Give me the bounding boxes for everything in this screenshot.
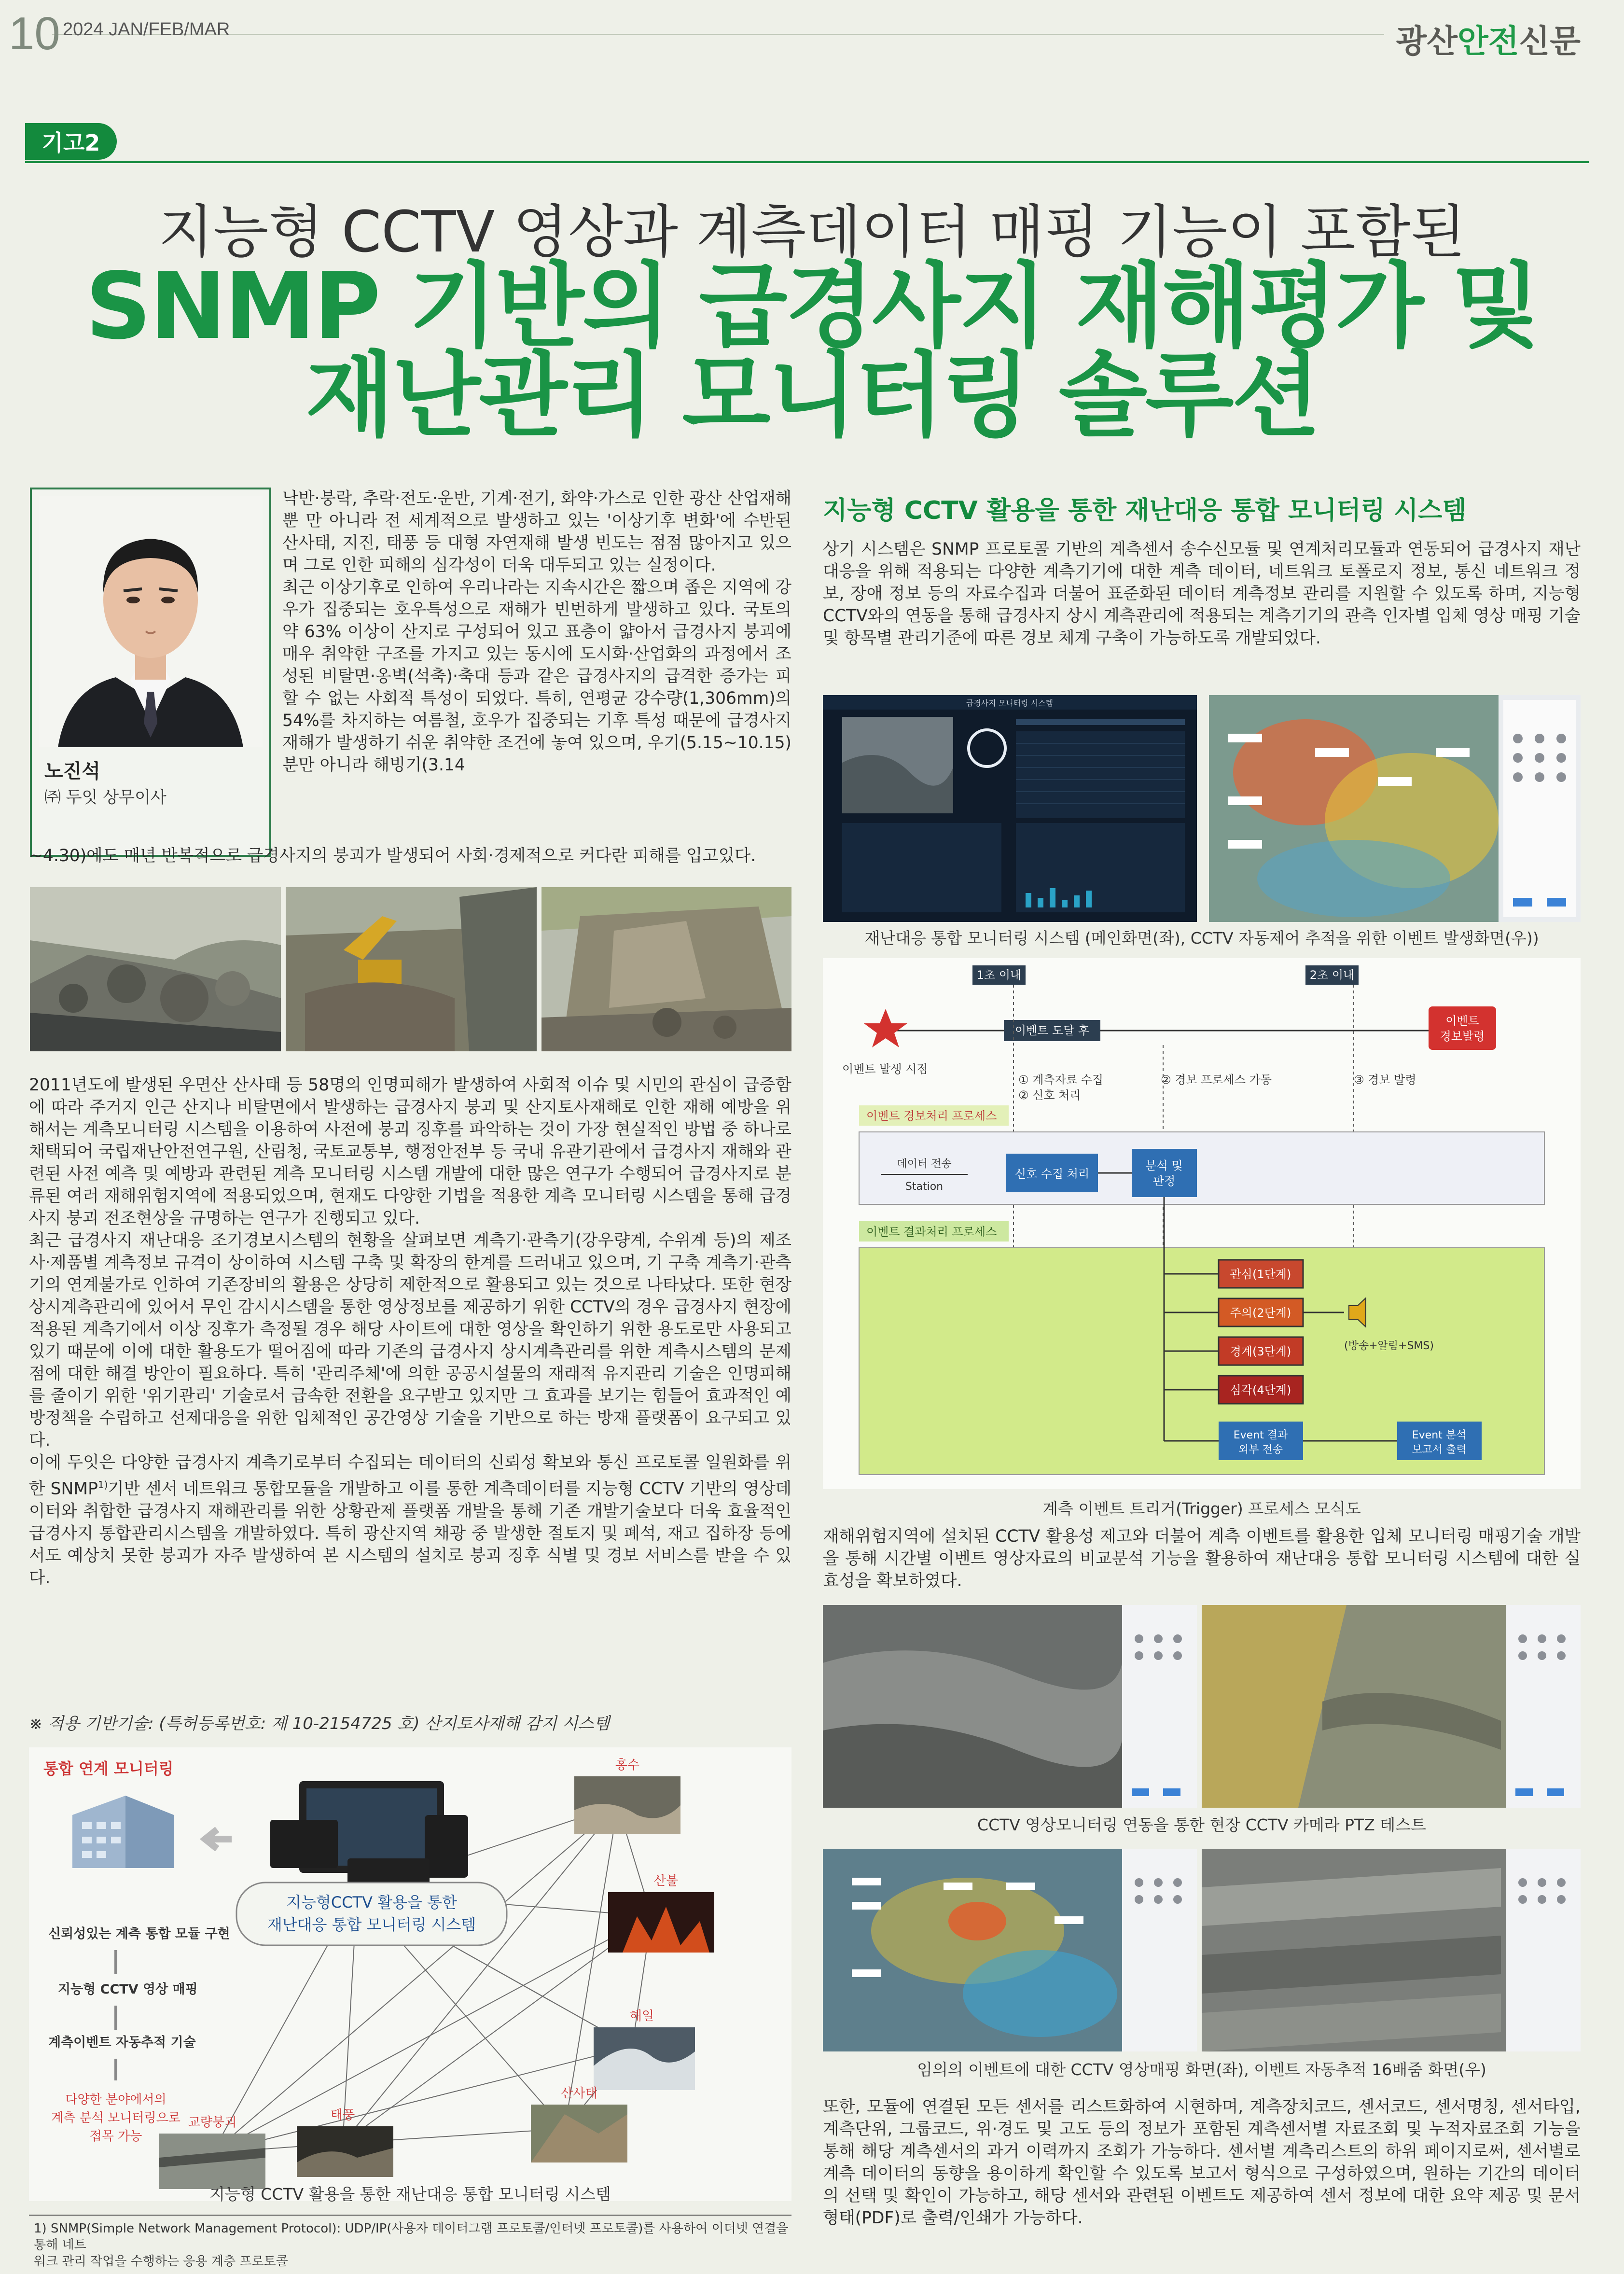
article-title-line1: SNMP 기반의 급경사지 재해평가 및 <box>85 253 1539 360</box>
step-3: ③ 경보 발령 <box>1354 1073 1416 1087</box>
step-1b: ② 신호 처리 <box>1018 1088 1081 1102</box>
footnote-rule <box>29 2215 791 2216</box>
time-label-1: 1초 이내 <box>976 968 1022 982</box>
masthead-part2: 안전 <box>1457 23 1519 60</box>
applied-technology-note: ※ 적용 기반기술: (특허등록번호: 제 10-2154725 호) 산지토사재해 감지 시스템 <box>29 1714 610 1733</box>
process-1-label: 이벤트 경보처리 프로세스 <box>866 1109 997 1123</box>
report-line-2: 보고서 출력 <box>1412 1444 1467 1456</box>
figure-1-caption: 재난대응 통합 모니터링 시스템 (메인화면(좌), CCTV 자동제어 추적을 위한 이벤트 발생화면(우)) <box>864 929 1539 948</box>
step-2: ② 경보 프로세스 가동 <box>1161 1073 1272 1087</box>
data-transmit-label: 데이터 전송 <box>897 1158 952 1170</box>
page-number: 10 <box>9 8 60 59</box>
integrated-monitoring-infographic <box>29 1747 791 2201</box>
left-note-1: 다양한 분야에서의 <box>65 2093 167 2107</box>
left-item-1: 신뢰성있는 계측 통합 모듈 구현 <box>48 1926 230 1941</box>
flow-caption: 계측 이벤트 트리거(Trigger) 프로세스 모식도 <box>1042 1499 1361 1518</box>
section-title: 지능형 CCTV 활용을 통한 재난대응 통합 모니터링 시스템 <box>823 496 1467 525</box>
body-paragraph-5a: 이에 두잇은 다양한 급경사지 계측기로부터 수집되는 데이터의 신뢰성 확보와 통신 프로토콜 일원화를 위한 SNMP <box>29 1453 791 1499</box>
label-bridge: 교량붕괴 <box>188 2115 237 2130</box>
dashboard-title: 급경사지 모니터링 시스템 <box>966 698 1054 708</box>
level-4: 심각(4단계) <box>1230 1383 1291 1397</box>
label-flood: 홍수 <box>615 1758 640 1772</box>
intro-paragraph-2: 최근 이상기후로 인하여 우리나라는 지속시간은 짧으며 좁은 지역에 강우가 집중되는 호우특성으로 재해가 빈번하게 발생하고 있다. 국토의 약 63% 이상이 산지로 구성되어 있고 표층이 얇아서 급경사지 붕괴에 매우 취약한 구조를 가지고 있는 동시에 도시화·산업화의 과정에서 조성된 비탈면·옹벽(석축)·축대 등과 같은 급경사지의 급격한 증가는 피할 수 없는 사회적 특성이 되었다. 특히, 연평균 강수량(1,306mm)의 54%를 차지하는 여름철, 호우가 집중되는 기후 특성 때문에 급경사지 재해가 발생하기 쉬운 취약한 조건에 놓여 있으며, 우기(5.15~10.15) 분만 아니라 해빙기(3.14 <box>282 578 791 775</box>
main-body-text <box>29 1074 791 1589</box>
label-typhoon: 태풍 <box>330 2108 355 2122</box>
broadcast-label: (방송+알림+SMS) <box>1344 1340 1434 1352</box>
body-paragraph-4: 최근 급경사지 재난대응 조기경보시스템의 현황을 살펴보면 계측기·관측기(강우량계, 수위계 등)의 제조사·제품별 계측정보 규격이 상이하여 시스템 구축 및 확장의 한계를 드러내고 있으며, 기 구축 계측기·관측기의 연계불가로 인하여 기존장비의 활용은 상당히 제한적으로 활용되고 있는 것으로 나타났다. 또한 현장 상시계측관리에 있어서 무인 감시시스템을 통한 영상정보를 제공하기 위한 CCTV의 경우 급경사지 현장에 적용된 계측기에서 이상 징후가 측정될 경우 해당 사이트에 대한 영상을 확인하기 위한 용도로만 사용되고 있기 때문에 이에 대한 활용도가 떨어짐에 따라 기존의 급경사지 상시계측관리를 위한 계측시스템의 문제점에 대한 해결 방안이 필요하다. 특히 '관리주체'에 의한 공공시설물의 재래적 유지관리 기술은 인명피해를 줄이기 위한 '위기관리' 기술로서 급속한 전환을 요구받고 있지만 그 효과를 보기는 힘들어 효과적인 예방정책을 수립하고 선제대응을 위한 입체적인 공간영상 기술을 기반으로 하는 방재 플랫폼이 요구되고 있다. <box>29 1231 791 1450</box>
body-paragraph-3: 2011년도에 발생된 우면산 산사태 등 58명의 인명피해가 발생하여 사회적 이슈 및 시민의 관심이 급증함에 따라 주거지 인근 산지나 비탈면에서 발생하는 급경사지 붕괴 및 산지토사재해로 인한 재해 예방을 위해서는 계측모니터링 시스템을 이용하여 사전에 붕괴 징후를 파악하는 것이 가장 현실적인 방법 중 하나로 채택되어 국립재난안전연구원, 산림청, 국토교통부, 행정안전부 등 국내 유관기관에서 급경사지 재해와 관련된 사전 예측 및 예방과 관련된 계측 모니터링 시스템 개발에 대한 많은 연구가 수행되어 급경사지로 분류된 여러 재해위험지역에 적용되었으며, 현재도 다양한 기법을 적용한 계측 모니터링 시스템을 통해 급경사지 붕괴 전조현상을 규명하는 연구가 진행되고 있다. <box>29 1075 791 1228</box>
dashboard-screenshot <box>823 695 1197 922</box>
event-start-label: 이벤트 발생 시점 <box>842 1062 928 1076</box>
landslide-photo-excavator <box>286 887 537 1051</box>
event-arrive-label: 이벤트 도달 후 <box>1014 1024 1090 1037</box>
masthead-part3: 신문 <box>1519 23 1581 60</box>
level-1: 관심(1단계) <box>1230 1268 1291 1281</box>
intro-paragraph-2-continued: ~4.30)에도 매년 반복적으로 급경사지의 붕괴가 발생되어 사회·경제적으로 커다란 피해를 입고있다. <box>29 846 756 865</box>
section-paragraph-3: 또한, 모듈에 연결된 모든 센서를 리스트화하여 시현하며, 계측장치코드, 센서코드, 센서명칭, 센서타입, 계측단위, 그룹코드, 위·경도 및 고도 등의 정보가 포함된 계측센서별 자료조회 및 누적자료조회 기능을 통해 해당 계측센서의 과거 이력까지 조회가 가능하다. 센서별 계측리스트의 하위 페이지로써, 센서별로 계측 데이터의 동향을 용이하게 확인할 수 있도록 보고서 형식으로 구성하였으며, 원하는 기간의 데이터의 선택 및 확인이 가능하고, 해당 센서와 관련된 이벤트도 제공하여 센서 정보에 대한 요약 제공 및 문서형태(PDF)로 출력/인쇄가 가능하다. <box>823 2097 1581 2228</box>
article-title-line2: 재난관리 모니터링 솔루션 <box>305 342 1319 449</box>
station-label: Station <box>905 1181 944 1193</box>
signal-process-label: 신호 수집 처리 <box>1014 1167 1090 1181</box>
result-transmit-line-2: 외부 전송 <box>1238 1444 1283 1456</box>
cctv-mapping-screenshot <box>823 1849 1197 2051</box>
masthead <box>1396 15 1581 61</box>
section-paragraph-1: 상기 시스템은 SNMP 프로토콜 기반의 계측센서 송수신모듈 및 연계처리모듈과 연동되어 급경사지 재난 대응을 위해 적용되는 다양한 계측기기에 대한 계측 데이터, 네트워크 토폴로지 정보, 통신 네트워크 정보, 장애 정보 등의 자료수집과 더불어 표준화된 데이터 계측정보 관리를 지원할 수 있도록 하며, 지능형 CCTV와의 연동을 통해 급경사지 상시 계측관리에 적용되는 계측기기의 관측 인자별 입체 영상 매핑 기술 및 항목별 관리기준에 따른 경보 체계 구축이 가능하도록 개발되었다. <box>823 540 1581 648</box>
label-landslide: 산사태 <box>561 2086 597 2101</box>
author-photo <box>39 496 263 747</box>
footnote-line-1: 1) SNMP(Simple Network Management Protocol): UDP/IP(사용자 데이터그램 프로토콜/인터넷 프로토콜)를 사용하여 이더넷 연결을 통해 네트 <box>34 2221 789 2252</box>
auto-tracking-zoom-screenshot <box>1202 1849 1581 2051</box>
footnote <box>34 2220 791 2270</box>
process-2-label: 이벤트 결과처리 프로세스 <box>866 1225 997 1239</box>
masthead-part1: 광산 <box>1396 23 1457 60</box>
infographic-title: 통합 연계 모니터링 <box>43 1759 174 1778</box>
label-tsunami: 해일 <box>629 2009 654 2023</box>
ptz-test-screenshot-right <box>1202 1605 1581 1808</box>
author-box <box>30 488 271 857</box>
author-name: 노진석 <box>44 760 100 782</box>
report-line-1: Event 분석 <box>1412 1429 1467 1441</box>
step-1a: ① 계측자료 수집 <box>1018 1073 1103 1087</box>
footnote-line-2: 워크 관리 작업을 수행하는 응용 계층 프로토콜 <box>34 2254 288 2269</box>
figure-3-caption: CCTV 영상모니터링 연동을 통한 현장 CCTV 카메라 PTZ 테스트 <box>977 1815 1426 1834</box>
issue-date: 2024 JAN/FEB/MAR <box>63 19 230 40</box>
infographic-caption: 지능형 CCTV 활용을 통한 재난대응 통합 모니터링 시스템 <box>209 2185 611 2204</box>
label-fire: 산불 <box>653 1874 679 1888</box>
body-paragraph-5b: 기반 센서 네트워크 통합모듈을 개발하고 이를 통한 계측데이터를 지능형 CCTV 기반의 영상데이터와 취합한 급경사지 재해관리를 위한 상황관제 플랫폼 개발을 통해 기존 개발기술보다 더욱 효율적인 급경사지 통합관리시스템을 개발하였다. 특히 광산지역 채광 중 발생한 절토지 및 폐석, 재고 집하장 등에서도 예상치 못한 붕괴가 자주 발생하여 본 시스템의 설치로 붕괴 징후 식별 및 경보 서비스를 받을 수 있다. <box>29 1479 791 1588</box>
level-2: 주의(2단계) <box>1230 1306 1291 1320</box>
intro-text <box>282 488 791 776</box>
left-item-3: 계측이벤트 자동추적 기술 <box>48 2035 196 2050</box>
event-alarm-line-2: 경보발령 <box>1440 1030 1485 1043</box>
article-subtitle: 지능형 CCTV 영상과 계측데이터 매핑 기능이 포함된 <box>158 198 1466 265</box>
landslide-photo-road <box>30 887 281 1051</box>
center-line-2: 재난대응 통합 모니터링 시스템 <box>267 1915 476 1934</box>
analysis-line-2: 판정 <box>1152 1174 1176 1188</box>
category-rule <box>25 161 1589 163</box>
left-item-2: 지능형 CCTV 영상 매핑 <box>58 1982 198 1997</box>
event-trigger-flow-diagram <box>823 958 1581 1489</box>
level-3: 경계(3단계) <box>1230 1345 1291 1358</box>
section-paragraph-2: 재해위험지역에 설치된 CCTV 활용성 제고와 더불어 계측 이벤트를 활용한 입체 모니터링 매핑기술 개발을 통해 시간별 이벤트 영상자료의 비교분석 기능을 활용하여 재난대응 통합 모니터링 시스템에 대한 실효성을 확보하였다. <box>823 1527 1581 1590</box>
time-label-2: 2초 이내 <box>1309 968 1355 982</box>
center-line-1: 지능형CCTV 활용을 통한 <box>286 1893 457 1911</box>
category-badge: 기고2 <box>25 123 117 160</box>
event-cctv-screenshot <box>1209 695 1581 922</box>
figure-4-caption: 임의의 이벤트에 대한 CCTV 영상매핑 화면(좌), 이벤트 자동추적 16배줌 화면(우) <box>917 2060 1486 2079</box>
author-title: ㈜ 두잇 상무이사 <box>44 788 167 807</box>
left-note-2: 계측 분석 모니터링으로 <box>51 2111 180 2125</box>
ptz-test-screenshot-left <box>823 1605 1197 1808</box>
result-transmit-line-1: Event 결과 <box>1233 1429 1288 1441</box>
center-bubble <box>236 1883 507 1945</box>
intro-paragraph-1: 낙반·붕락, 추락·전도·운반, 기계·전기, 화약·가스로 인한 광산 산업재해 뿐 만 아니라 전 세계적으로 발생하고 있는 '이상기후 변화'에 수반된 산사태, 지진, 태풍 등 대형 자연재해 발생 빈도는 점점 많아지고 있으며 그로 인한 피해의 심각성이 더욱 대두되고 있는 실정이다. <box>282 489 791 575</box>
body-paragraph-5 <box>29 1451 791 1589</box>
landslide-photo-cliff <box>541 887 791 1051</box>
event-alarm-line-1: 이벤트 <box>1445 1014 1479 1028</box>
header-rule <box>52 34 1384 35</box>
left-note-3: 접목 가능 <box>89 2129 142 2144</box>
analysis-line-1: 분석 및 <box>1145 1159 1183 1172</box>
footnote-ref: 1) <box>97 1479 108 1491</box>
